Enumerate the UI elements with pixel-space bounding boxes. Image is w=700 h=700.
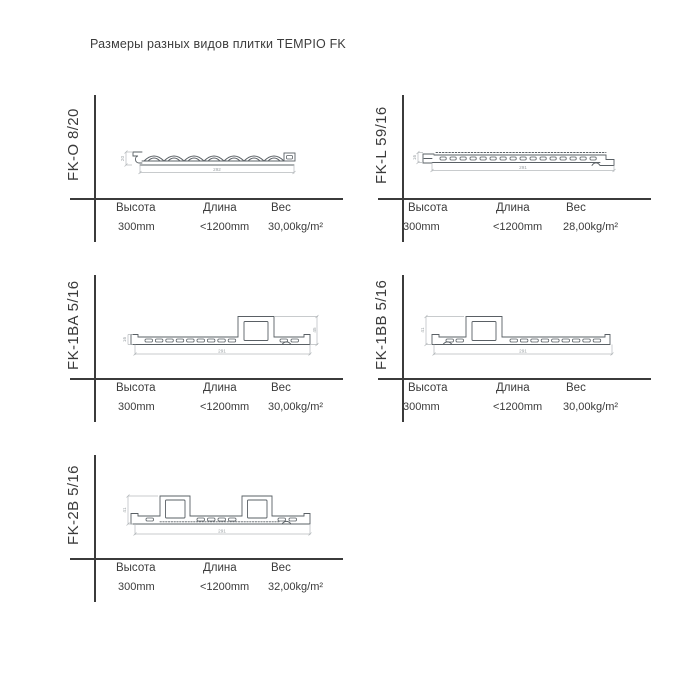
header-weight: Вес bbox=[566, 382, 586, 394]
value-length: <1200mm bbox=[493, 221, 543, 233]
section-label: FK-1BA 5/16 bbox=[65, 280, 82, 370]
section-fk-1bb bbox=[373, 270, 651, 430]
dim-rib-label: 45 bbox=[312, 327, 317, 333]
section-fk-o bbox=[65, 90, 343, 250]
header-length: Длина bbox=[203, 382, 237, 394]
header-height: Высота bbox=[116, 382, 156, 394]
profile-drawing-fk-1bb bbox=[418, 308, 623, 360]
value-length: <1200mm bbox=[493, 401, 543, 413]
value-height: 300mm bbox=[118, 221, 155, 233]
header-weight: Вес bbox=[271, 562, 291, 574]
header-length: Длина bbox=[203, 562, 237, 574]
dim-rib-label: 41 bbox=[122, 507, 127, 513]
axis-vertical-line bbox=[402, 95, 404, 242]
section-label: FK-2B 5/16 bbox=[65, 465, 82, 545]
section-label: FK-1BB 5/16 bbox=[373, 279, 390, 371]
dim-width-label: 291 bbox=[519, 348, 527, 354]
axis-vertical-line bbox=[94, 455, 96, 602]
header-length: Длина bbox=[203, 202, 237, 214]
axis-horizontal-line bbox=[378, 378, 651, 380]
section-label: FK-O 8/20 bbox=[65, 108, 82, 182]
section-fk-2b bbox=[65, 450, 343, 610]
section-label: FK-L 59/16 bbox=[373, 106, 390, 184]
axis-horizontal-line bbox=[70, 558, 343, 560]
dim-width-label: 291 bbox=[519, 165, 527, 170]
value-weight: 32,00kg/m² bbox=[268, 581, 324, 593]
value-length: <1200mm bbox=[200, 401, 250, 413]
axis-horizontal-line bbox=[70, 378, 343, 380]
profile-drawing-fk-l bbox=[410, 145, 625, 175]
page-title: Размеры разных видов плитки TEMPIO FK bbox=[90, 37, 346, 51]
value-height: 300mm bbox=[118, 581, 155, 593]
header-height: Высота bbox=[408, 202, 448, 214]
section-fk-l bbox=[373, 90, 651, 250]
dim-width-label: 291 bbox=[218, 528, 226, 534]
header-height: Высота bbox=[408, 382, 448, 394]
profile-drawing-fk-o bbox=[118, 140, 318, 178]
value-length: <1200mm bbox=[200, 581, 250, 593]
value-weight: 30,00kg/m² bbox=[268, 221, 324, 233]
dim-thickness-label: 16 bbox=[122, 336, 127, 343]
axis-horizontal-line bbox=[378, 198, 651, 200]
dim-rib-label: 41 bbox=[420, 327, 425, 333]
header-length: Длина bbox=[496, 202, 530, 214]
axis-vertical-line bbox=[94, 275, 96, 422]
header-weight: Вес bbox=[271, 382, 291, 394]
header-height: Высота bbox=[116, 562, 156, 574]
value-weight: 30,00kg/m² bbox=[563, 401, 619, 413]
section-fk-1ba bbox=[65, 270, 343, 430]
value-weight: 28,00kg/m² bbox=[563, 221, 619, 233]
dim-width-label: 292 bbox=[213, 167, 221, 172]
dim-thickness-label: 20 bbox=[120, 155, 125, 162]
header-weight: Вес bbox=[566, 202, 586, 214]
header-weight: Вес bbox=[271, 202, 291, 214]
value-height: 300mm bbox=[403, 221, 440, 233]
value-weight: 30,00kg/m² bbox=[268, 401, 324, 413]
axis-horizontal-line bbox=[70, 198, 343, 200]
profile-drawing-fk-1ba bbox=[120, 308, 325, 360]
axis-vertical-line bbox=[402, 275, 404, 422]
value-length: <1200mm bbox=[200, 221, 250, 233]
axis-vertical-line bbox=[94, 95, 96, 242]
header-length: Длина bbox=[496, 382, 530, 394]
profile-drawing-fk-2b bbox=[120, 486, 325, 540]
dim-width-label: 291 bbox=[218, 348, 226, 354]
header-height: Высота bbox=[116, 202, 156, 214]
value-height: 300mm bbox=[403, 401, 440, 413]
value-height: 300mm bbox=[118, 401, 155, 413]
dim-thickness-label: 16 bbox=[412, 154, 417, 161]
